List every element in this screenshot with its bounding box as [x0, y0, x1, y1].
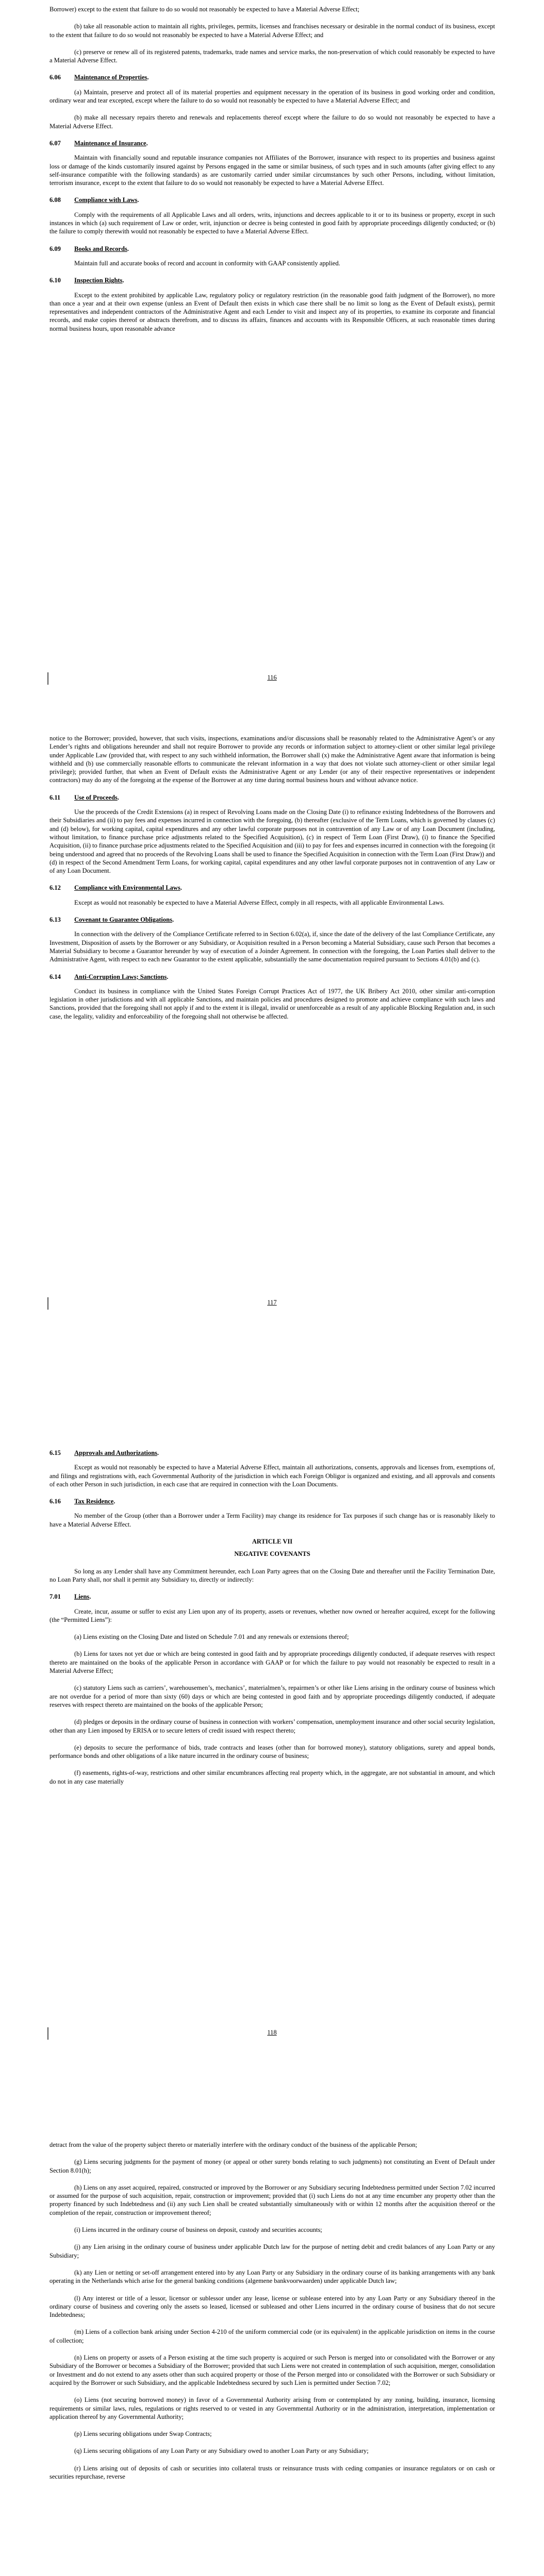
article-heading: ARTICLE VII: [252, 1538, 293, 1546]
page-content: [50, 1449, 495, 1794]
section-number: 6.15: [50, 1449, 61, 1456]
paragraph: (b) Liens for taxes not yet due or which are being contested in good faith and by appropriate proceedings diligently conducted, if adequate reserves with respect thereto are maintained on the books of the applicable Person in accordance with GAAP or for which the failure to pay would not reasonably be expected to result in a Material Adverse Effect;: [50, 1650, 495, 1675]
page-number[interactable]: 118: [267, 2029, 277, 2036]
paragraph: Except as would not reasonably be expected to have a Material Adverse Effect, maintain all authorizations, consents, approvals and licenses from, exemptions of, and filings and registrations with, each Governmental Authority of the jurisdiction in which each Foreign Obligor is organized and existing, and all approvals and consents of each other Person in such jurisdiction, in each case that are required in connection with the Loan Documents.: [50, 1464, 495, 1488]
paragraph: Use the proceeds of the Credit Extensions (a) in respect of Revolving Loans made on the Closing Date (i) to refinance existing Indebtedness of the Borrowers and their Subsidiaries and (ii) to pay fees and expenses incurred in connection with the foregoing, (b) thereafter (exclusive of the Term Loans, which is governed by clauses (c) and (d) below), for working capital, capital expenditures and any other lawful corporate purposes not in contravention of any Law or of any Loan Document (including, without limitation, to finance purchase price adjustments related to the Specified Acquisition), (c) in respect of Term Loan (First Draw), (i) to finance the Specified Acquisition, (ii) to finance purchase price adjustments related to the Specified Acquisition and (iii) to pay for fees and expenses incurred in connection with the foregoing (it being understood and agreed that no proceeds of the Revolving Loans shall be used to finance the Specified Acquisition in connection with the Term Loan (First Draw)) and (d) in respect of the Second Amendment Term Loans, for working capital, capital expenditures and any other lawful corporate purposes not in contravention of any Law or of any Loan Document.: [50, 808, 495, 875]
paragraph: (p) Liens securing obligations under Swap Contracts;: [74, 2430, 212, 2438]
section-heading: 6.15 Approvals and Authorizations.: [50, 1449, 159, 1456]
paragraph: (l) Any interest or title of a lessor, licensor or sublessor under any lease, license or sublease entered into by any Loan Party or any Subsidiary thereof in the ordinary course of business and covering only the assets so leased, licensed or subleased and other Liens incurred in the ordinary course of business that do not secure Indebtedness;: [50, 2294, 495, 2319]
section-heading: 6.06 Maintenance of Properties.: [50, 74, 149, 81]
paragraph: notice to the Borrower; provided, however, that such visits, inspections, examinations and/or discussions shall be reasonably related to the Administrative Agent’s or any Lender’s rights and obligations hereunder and shall not require Borrower to provide any records or information subject to attorney-client or other similar legal privilege under Applicable Law (provided that, with respect to any such withheld information, the Borrower shall (x) make the Administrative Agent aware that information is being withheld and (b) use commercially reasonable efforts to communicate the relevant information in a way that does not violate such attorney-client or other similar legal privilege); provided further, that when an Event of Default exists the Administrative Agent or any Lender (or any of their respective representatives or independent contractors) may do any of the foregoing at the expense of the Borrower at any time during normal business hours and without advance notice.: [50, 735, 495, 784]
section-heading: 6.14 Anti-Corruption Laws; Sanctions.: [50, 973, 169, 980]
section-title: Liens: [74, 1593, 90, 1601]
section-title: Approvals and Authorizations: [74, 1449, 157, 1456]
section-heading: 6.09 Books and Records.: [50, 245, 129, 252]
paragraph: Except to the extent prohibited by applicable Law, regulatory policy or regulatory restriction (in the reasonable good faith judgment of the Borrower), no more than once a year and at their own expense (unless an Event of Default then exists in which case there shall be no limit so long as the Event of Default exists), permit representatives and independent contractors of the Administrative Agent and each Lender to visit and inspect any of its properties, to examine its corporate and financial records, and make copies thereof or abstracts therefrom, and to discuss its affairs, finances and accounts with its Responsible Officers, at such reasonable times during normal business hours, upon reasonable advance: [50, 291, 495, 332]
paragraph: (a) Liens existing on the Closing Date and listed on Schedule 7.01 and any renewals or extensions thereof;: [74, 1633, 349, 1641]
paragraph: (b) make all necessary repairs thereto and renewals and replacements thereof except where the failure to do so would not reasonably be expected to have a Material Adverse Effect.: [50, 114, 495, 130]
section-title: Covenant to Guarantee Obligations: [74, 916, 172, 924]
page-content: [50, 5, 495, 342]
paragraph: (m) Liens of a collection bank arising under Section 4-210 of the uniform commercial code (or its equivalent) in the applicable jurisdiction on items in the course of collection;: [50, 2328, 495, 2344]
section-number: 6.06: [50, 74, 61, 81]
section-number: 6.16: [50, 1498, 61, 1505]
section-heading: 6.12 Compliance with Environmental Laws.: [50, 884, 182, 892]
section-title: Maintenance of Insurance: [74, 139, 146, 147]
paragraph: detract from the value of the property subject thereto or materially interfere with the ordinary conduct of the business of the applicable Person;: [50, 2141, 417, 2148]
section-title: Use of Proceeds: [74, 793, 118, 801]
section-number: 7.01: [50, 1593, 61, 1601]
section-title: Compliance with Environmental Laws: [74, 884, 180, 892]
paragraph: (f) easements, rights-of-way, restrictions and other similar encumbrances affecting real property which, in the aggregate, are not substantial in amount, and which do not in any case materially: [50, 1769, 495, 1785]
paragraph: (k) any Lien or netting or set-off arrangement entered into by any Loan Party or any Subsidiary in the ordinary course of its banking arrangements with any bank operating in the Netherlands which arise for the general banking conditions (algemene bankvoorwaarden) under applicable Dutch law;: [50, 2268, 495, 2285]
paragraph: No member of the Group (other than a Borrower under a Term Facility) may change its residence for Tax purposes if such change has or is reasonably likely to have a Material Adverse Effect.: [50, 1512, 495, 1528]
paragraph: Maintain full and accurate books of record and account in conformity with GAAP consistently applied.: [74, 259, 340, 267]
paragraph: Create, incur, assume or suffer to exist any Lien upon any of its property, assets or revenues, whether now owned or hereafter acquired, except for the following (the “Permitted Liens”):: [50, 1607, 495, 1623]
paragraph: (i) Liens incurred in the ordinary course of business on deposit, custody and securities accounts;: [74, 2226, 322, 2234]
page-number[interactable]: 116: [267, 674, 277, 681]
section-title: Books and Records: [74, 245, 127, 252]
paragraph: In connection with the delivery of the Compliance Certificate referred to in Section 6.02(a), if, since the date of the delivery of the last Compliance Certificate, any Investment, Disposition of assets by the Borrower or any Subsidiary, or Acquisition resulted in a Person becoming a Material Subsidiary, cause such Person that becomes a Material Subsidiary to become a Guarantor hereunder by way of execution of a Joinder Agreement. In connection with the foregoing, the Loan Parties shall deliver to the Administrative Agent, with respect to each new Guarantor to the extent applicable, substantially the same documentation required pursuant to Sections 4.01(b) and (c).: [50, 930, 495, 963]
section-title: Maintenance of Properties: [74, 74, 147, 81]
paragraph: Comply with the requirements of all Applicable Laws and all orders, writs, injunctions and decrees applicable to it or to its business or property, except in such instances in which (a) such requirement of Law or order, writ, injunction or decree is being contested in good faith by appropriate proceedings diligently conducted; or (b) the failure to comply therewith would not reasonably be expected to have a Material Adverse Effect.: [50, 211, 495, 235]
section-title: Tax Residence: [74, 1498, 114, 1505]
page-number[interactable]: 117: [267, 1299, 277, 1306]
paragraph: (n) Liens on property or assets of a Person existing at the time such property is acquired or such Person is merged into or consolidated with the Borrower or any Subsidiary of the Borrower or becomes a Subsidiary of the Borrower; provided that such Liens were not created in contemplation of such acquisition, merger, consolidation or Investment and do not extend to any assets other than such acquired property or those of the Person merged into or consolidated with the Borrower or such Subsidiary or acquired by the Borrower or such Subsidiary, and the applicable Indebtedness secured by such Lien is permitted under Section 7.02;: [50, 2354, 495, 2386]
section-number: 6.09: [50, 245, 61, 252]
paragraph: Conduct its business in compliance with the United States Foreign Corrupt Practices Act of 1977, the UK Bribery Act 2010, other similar anti-corruption legislation in other jurisdictions and with all applicable Sanctions, and maintain policies and procedures designed to promote and achieve compliance with such laws and Sanctions, provided that the foregoing shall not apply if and to the extent it is illegal, invalid or unenforceable as a result of any applicable Blocking Regulation and, in such case, the legality, validity and enforceability of the foregoing shall not otherwise be affected.: [50, 987, 495, 1020]
page-content: [50, 734, 495, 1029]
paragraph: (q) Liens securing obligations of any Loan Party or any Subsidiary owed to another Loan Party or any Subsidiary;: [74, 2447, 369, 2455]
section-heading: 6.07 Maintenance of Insurance.: [50, 139, 148, 147]
page-117: [0, 703, 544, 1406]
paragraph: (a) Maintain, preserve and protect all of its material properties and equipment necessary in the operation of its business in good working order and condition, ordinary wear and tear excepted, except where the failure to do so would not reasonably be expected to have a Material Adverse Effect; and: [50, 88, 495, 105]
section-number: 6.07: [50, 139, 61, 147]
page-116: [0, 0, 544, 703]
paragraph: (o) Liens (not securing borrowed money) in favor of a Governmental Authority arising from or contemplated by any zoning, building, insurance, licensing requirements or similar laws, rules, regulations or rights reserved to or vested in any Governmental Authority or in the administration, interpretation, implementation or application thereof by any Governmental Authority;: [50, 2396, 495, 2420]
page-118: [0, 1406, 544, 2110]
section-number: 6.08: [50, 196, 61, 204]
paragraph: (b) take all reasonable action to maintain all rights, privileges, permits, licenses and franchises necessary or desirable in the normal conduct of its business, except to the extent that failure to do so would not reasonably be expected to have a Material Adverse Effect; and: [50, 23, 495, 39]
section-heading: 6.11 Use of Proceeds.: [50, 793, 119, 801]
page-content: [50, 2141, 495, 2489]
section-title: Compliance with Laws: [74, 196, 138, 204]
section-heading: 6.13 Covenant to Guarantee Obligations.: [50, 916, 174, 924]
paragraph: (d) pledges or deposits in the ordinary course of business in connection with workers’ compensation, unemployment insurance and other social security legislation, other than any Lien imposed by ERISA or to secure letters of credit issued with respect thereto;: [50, 1718, 495, 1734]
section-title: Anti-Corruption Laws; Sanctions: [74, 973, 167, 980]
paragraph: So long as any Lender shall have any Commitment hereunder, each Loan Party agrees that on the Closing Date and thereafter until the Facility Termination Date, no Loan Party shall, nor shall it permit any Subsidiary to, directly or indirectly:: [50, 1567, 495, 1583]
section-number: 6.11: [50, 793, 61, 801]
paragraph: (j) any Lien arising in the ordinary course of business under applicable Dutch law for the purpose of netting debit and credit balances of any Loan Party or any Subsidiary;: [50, 2243, 495, 2259]
paragraph: Maintain with financially sound and reputable insurance companies not Affiliates of the Borrower, insurance with respect to its properties and business against loss or damage of the kinds customarily insured against by Persons engaged in the same or similar business, of such types and in such amounts (after giving effect to any self-insurance compatible with the following standards) as are customarily carried under similar circumstances by such other Persons, including, without limitation, terrorism insurance, except to the extent that failure to do so would not reasonably be expected to have a Material Adverse Effect.: [50, 154, 495, 187]
section-number: 6.10: [50, 277, 61, 284]
article-title: NEGATIVE COVENANTS: [234, 1550, 310, 1558]
paragraph: (r) Liens arising out of deposits of cash or securities into collateral trusts or reinsurance trusts with ceding companies or insurance regulators or on cash or securities repurchase, reverse: [50, 2464, 495, 2481]
section-heading: 6.08 Compliance with Laws.: [50, 196, 139, 204]
section-number: 6.14: [50, 973, 61, 980]
paragraph: Borrower) except to the extent that failure to do so would not reasonably be expected to have a Material Adverse Effect;: [50, 6, 359, 13]
paragraph: (h) Liens on any asset acquired, repaired, constructed or improved by the Borrower or any Subsidiary securing Indebtedness permitted under Section 7.02 incurred or assumed for the purpose of such acquisition, repair, construction or improvement; provided that (i) such Liens do not at any time encumber any property other than the property financed by such Indebtedness and (ii) any such Lien shall be created substantially simultaneously with or within 12 months after the acquisition thereof or the completion of the repair, construction or improvement thereof;: [50, 2183, 495, 2216]
paragraph: (e) deposits to secure the performance of bids, trade contracts and leases (other than for borrowed money), statutory obligations, surety and appeal bonds, performance bonds and other obligations of a like nature incurred in the ordinary course of business;: [50, 1743, 495, 1760]
section-heading: 6.16 Tax Residence.: [50, 1498, 116, 1505]
page-119: [0, 2110, 544, 2576]
paragraph: (c) statutory Liens such as carriers’, warehousemen’s, mechanics’, materialmen’s, repairmen’s or other like Liens arising in the ordinary course of business which are not overdue for a period of more than sixty (60) days or which are being contested in good faith and by appropriate proceedings diligently conducted, if adequate reserves with respect thereto are maintained on the books of the applicable Person;: [50, 1684, 495, 1708]
paragraph: (c) preserve or renew all of its registered patents, trademarks, trade names and service marks, the non-preservation of which could reasonably be expected to have a Material Adverse Effect.: [50, 48, 495, 64]
paragraph: (g) Liens securing judgments for the payment of money (or appeal or other surety bonds relating to such judgments) not constituting an Event of Default under Section 8.01(h);: [50, 2158, 495, 2174]
section-heading: 6.10 Inspection Rights.: [50, 277, 124, 284]
section-heading: 7.01 Liens.: [50, 1593, 91, 1601]
section-number: 6.13: [50, 916, 61, 924]
paragraph: Except as would not reasonably be expected to have a Material Adverse Effect, comply in all respects, with all applicable Environmental Laws.: [74, 899, 444, 906]
section-number: 6.12: [50, 884, 61, 892]
section-title: Inspection Rights: [74, 277, 123, 284]
